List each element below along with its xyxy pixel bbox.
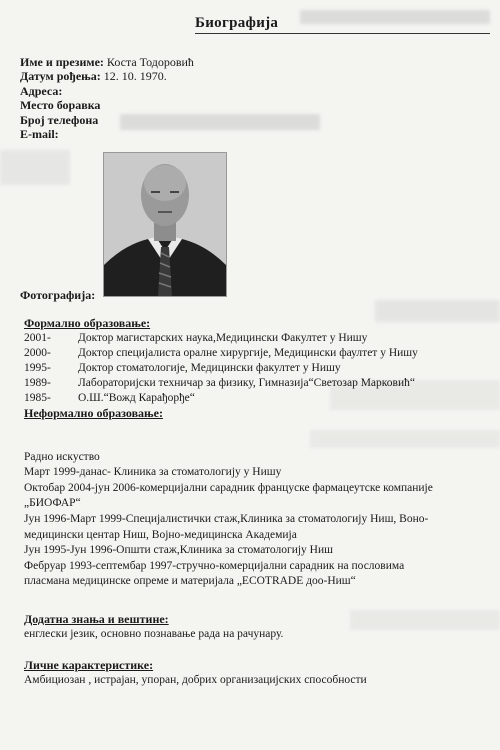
skills-heading: Додатна знања и вештине: — [24, 612, 169, 626]
education-row — [24, 346, 418, 360]
work-line: Јун 1996-Март 1999-Специјалистички стаж,Клиника за стоматологију Ниш, Воно- — [24, 513, 429, 525]
scan-noise — [120, 114, 320, 130]
portrait-photo — [103, 152, 227, 297]
education-year: 2001- — [24, 332, 51, 344]
work-line: Октобар 2004-јун 2006-комерцијални сарадник француске фармацеутске компаније — [24, 482, 433, 494]
dob-label: Датум рођења: — [20, 69, 101, 83]
work-line: „БИОФАР“ — [24, 497, 81, 509]
phone-label: Број телефона — [20, 113, 99, 127]
education-year: 1995- — [24, 362, 51, 374]
page-title: Биографија — [195, 15, 279, 31]
name-field — [20, 55, 194, 69]
email-label: E-mail: — [20, 127, 59, 141]
name-value: Коста Тодоровић — [106, 55, 194, 69]
traits-text: Амбициозан , истрајан, упоран, добрих организацијских способности — [24, 674, 367, 686]
work-line: пласмана медицинске опреме и материјала „ECOTRADE доо-Ниш“ — [24, 575, 356, 587]
education-year: 1985- — [24, 392, 51, 404]
address-field — [20, 84, 62, 98]
dob-value: 12. 10. 1970. — [103, 69, 167, 83]
scan-noise — [0, 150, 70, 185]
work-line: Фебруар 1993-септембар 1997-стручно-комерцијални сарадник на пословима — [24, 560, 405, 572]
education-row — [24, 331, 367, 345]
education-year: 1989- — [24, 377, 51, 389]
address-label: Адреса: — [20, 84, 63, 98]
residence-field — [20, 98, 100, 112]
education-text: Лабораторијски техничар за физику, Гимназија“Светозар Марковић“ — [78, 377, 415, 389]
work-line: Јун 1995-Јун 1996-Општи стаж,Клиника за стоматологију Ниш — [24, 544, 334, 556]
work-line: медицински центар Ниш, Војно-медицинска Академија — [24, 529, 297, 541]
name-label: Име и презиме: — [20, 55, 104, 69]
formal-education-heading: Формално образовање: — [24, 316, 151, 330]
dob-field — [20, 69, 167, 83]
education-text: Доктор стоматологије, Медицински факултет у Нишу — [78, 362, 341, 374]
traits-heading: Личне карактеристике: — [24, 658, 154, 672]
phone-field — [20, 113, 98, 127]
education-text: Доктор магистарских наука,Медицински Факултет у Нишу — [78, 332, 368, 344]
email-field — [20, 127, 59, 141]
education-row — [24, 361, 341, 375]
scan-noise — [350, 610, 500, 630]
work-line: Март 1999-данас- Клиника за стоматологију у Нишу — [24, 466, 282, 478]
portrait-image — [104, 153, 226, 296]
informal-education-heading: Неформално образовање: — [24, 406, 163, 420]
skills-text: енглески језик, основно познавање рада на рачунару. — [24, 628, 284, 640]
residence-label: Место боравка — [20, 98, 101, 112]
education-text: О.Ш.“Вожд Карађорђе“ — [78, 392, 195, 404]
education-row — [24, 376, 415, 390]
title-underline — [195, 33, 490, 34]
education-row — [24, 391, 195, 405]
education-year: 2000- — [24, 347, 51, 359]
education-text: Доктор специјалиста оралне хирургије, Медицински фаултет у Нишу — [78, 347, 418, 359]
scan-noise — [310, 430, 500, 448]
work-heading: Радно искуство — [24, 451, 100, 463]
scan-noise — [300, 10, 490, 24]
photo-label: Фотографија: — [20, 288, 96, 302]
scan-noise — [375, 300, 500, 322]
